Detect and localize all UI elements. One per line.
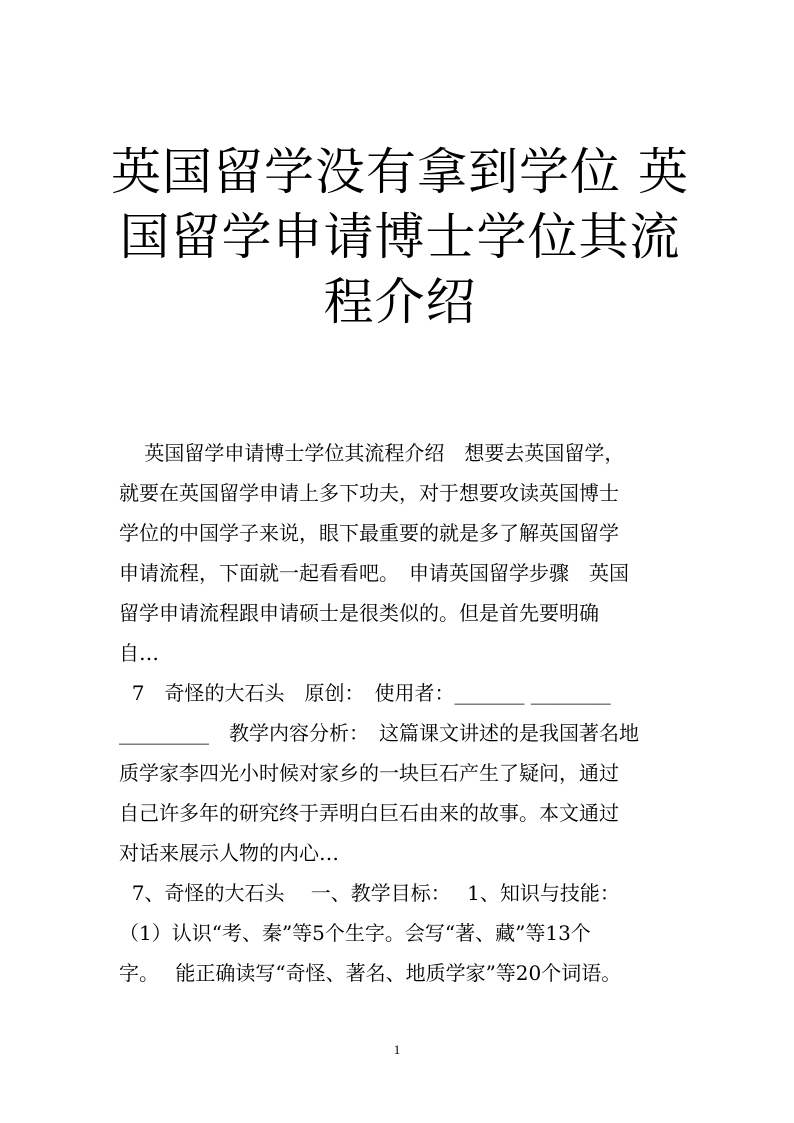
text-line: 自… (119, 641, 159, 665)
text-line: 对话来展示人物的内心… (119, 841, 339, 865)
text-line: 7 奇怪的大石头 原创： 使用者：_______ ________ (119, 681, 611, 705)
text-line: 申请流程，下面就一起看看吧。 申请英国留学步骤 英国 (119, 561, 629, 585)
text-line: _________ 教学内容分析： 这篇课文讲述的是我国著名地 (119, 721, 639, 745)
paragraph-1 (119, 433, 679, 673)
text-line: 就要在英国留学申请上多下功夫，对于想要攻读英国博士 (119, 481, 619, 505)
text-line: 质学家李四光小时候对家乡的一块巨石产生了疑问，通过 (119, 761, 619, 785)
paragraph-2 (119, 673, 679, 873)
document-title: 英国留学没有拿到学位 英国留学申请博士学位其流程介绍 (111, 143, 689, 331)
text-line: 英国留学申请博士学位其流程介绍 想要去英国留学， (119, 441, 625, 465)
text-line: 自己许多年的研究终于弄明白巨石由来的故事。本文通过 (119, 801, 619, 825)
text-line: 学位的中国学子来说，眼下最重要的就是多了解英国留学 (119, 521, 619, 545)
text-line: （1）认识“考、秦”等5个生字。会写“著、藏”等13个 (119, 921, 591, 945)
document-body (119, 433, 679, 993)
page-number: 1 (393, 1042, 401, 1057)
text-line: 字。 能正确读写“奇怪、著名、地质学家”等20个词语。 (119, 961, 622, 985)
text-line: 留学申请流程跟申请硕士是很类似的。但是首先要明确 (119, 601, 599, 625)
paragraph-3 (119, 873, 679, 993)
text-line: 7、奇怪的大石头 一、教学目标： 1、知识与技能： (119, 881, 620, 905)
